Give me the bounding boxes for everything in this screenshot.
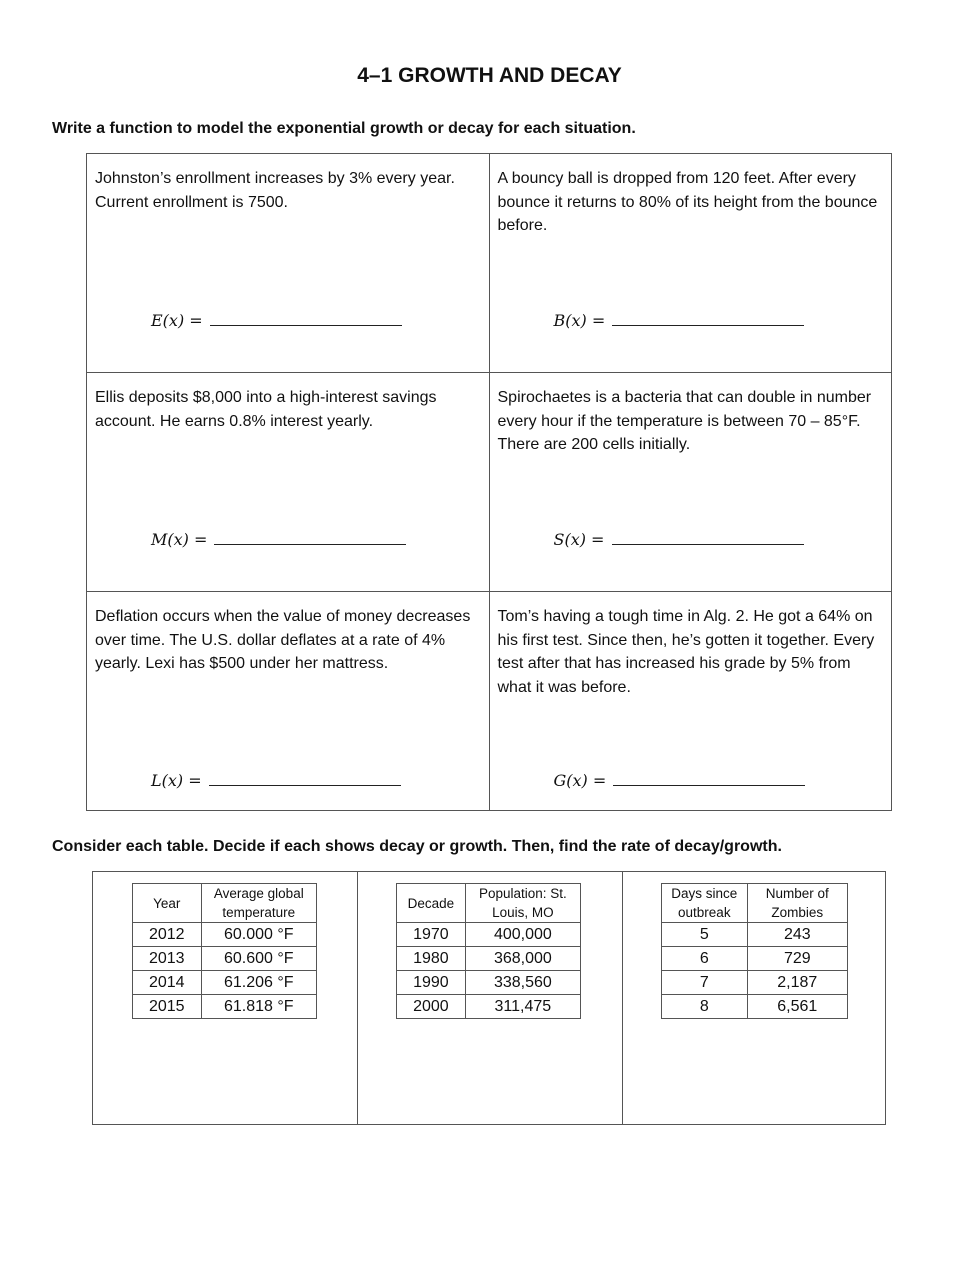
column-header: Year [133,884,202,923]
table-row [397,971,581,995]
column-header: Number of Zombies [747,884,847,923]
problem-text: Johnston’s enrollment increases by 3% every year. Current enrollment is 7500. [95,170,455,211]
instruction-functions: Write a function to model the exponential growth or decay for each situation. [52,120,636,137]
answer-line [151,770,401,790]
answer-line [151,310,402,330]
table-cell: 8 [662,995,748,1019]
column-header: Days since outbreak [662,884,748,923]
column-header: Decade [397,884,466,923]
answer-line [554,770,806,790]
problem-text: Ellis deposits $8,000 into a high-interest savings account. He earns 0.8% interest yearly. [95,389,437,430]
answer-blank[interactable] [214,529,406,545]
table-row [662,923,848,947]
tables-box [92,871,886,1125]
table-cell: 61.818 °F [201,995,316,1019]
table-row [133,971,317,995]
data-table-temperature [132,883,317,1019]
problem-cell [489,154,892,373]
answer-blank[interactable] [209,770,401,786]
problem-text: A bouncy ball is dropped from 120 feet. After every bounce it returns to 80% of its height from the bounce before. [497,170,878,234]
table-row [662,947,848,971]
column-header: Population: St. Louis, MO [465,884,580,923]
answer-blank[interactable] [210,310,402,326]
table-cell: 338,560 [465,971,580,995]
table-cell: 311,475 [465,995,580,1019]
function-name: S(x) [553,530,586,549]
answer-blank[interactable] [612,529,804,545]
page-title: 4–1 GROWTH AND DECAY [357,64,622,87]
table-row [133,923,317,947]
instruction-tables: Consider each table. Decide if each shows decay or growth. Then, find the rate of decay/growth. [52,838,782,855]
table-row [662,995,848,1019]
problems-grid [86,153,892,811]
table-cell: 400,000 [465,923,580,947]
function-name: G(x) [553,771,588,790]
divider [357,872,358,1124]
divider [622,872,623,1124]
equals-sign: = [585,530,605,549]
problem-cell [87,154,490,373]
table-cell: 2014 [133,971,202,995]
problem-cell [87,373,490,592]
table-cell: 1970 [397,923,466,947]
table-row [397,923,581,947]
answer-line [554,529,804,549]
problem-cell [87,592,490,811]
table-row [662,971,848,995]
table-cell: 729 [747,947,847,971]
column-header: Average global temperature [201,884,316,923]
table-row [133,995,317,1019]
answer-blank[interactable] [613,770,805,786]
function-name: E(x) [151,311,185,330]
equals-sign: = [188,530,208,549]
table-row [397,947,581,971]
table-cell: 6,561 [747,995,847,1019]
table-cell: 2,187 [747,971,847,995]
table-cell: 60.600 °F [201,947,316,971]
table-row [397,995,581,1019]
function-name: M(x) [151,530,189,549]
answer-line [151,529,406,549]
table-cell: 61.206 °F [201,971,316,995]
problem-text: Spirochaetes is a bacteria that can double in number every hour if the temperature is between 70 – 85°F. There are 200 cells initially. [497,389,872,453]
table-cell: 6 [662,947,748,971]
data-table-population [396,883,581,1019]
equals-sign: = [183,771,202,790]
answer-blank[interactable] [612,310,804,326]
answer-line [554,310,805,330]
table-cell: 243 [747,923,847,947]
table-cell: 1990 [397,971,466,995]
function-name: B(x) [553,311,587,330]
table-cell: 1980 [397,947,466,971]
table-cell: 368,000 [465,947,580,971]
problem-text: Tom’s having a tough time in Alg. 2. He got a 64% on his first test. Since then, he’s gotten it together. Every test after that has increased his grade by 5% from what it was before. [497,608,875,696]
table-cell: 7 [662,971,748,995]
equals-sign: = [586,311,606,330]
problem-cell [489,592,892,811]
equals-sign: = [587,771,607,790]
table-row [133,947,317,971]
problem-cell [489,373,892,592]
table-cell: 5 [662,923,748,947]
function-name: L(x) [151,771,184,790]
data-table-zombies [661,883,848,1019]
table-cell: 2013 [133,947,202,971]
table-cell: 2015 [133,995,202,1019]
equals-sign: = [184,311,203,330]
table-cell: 2000 [397,995,466,1019]
table-cell: 2012 [133,923,202,947]
problem-text: Deflation occurs when the value of money decreases over time. The U.S. dollar deflates at a rate of 4% yearly. Lexi has $500 under her mattress. [95,608,471,672]
table-cell: 60.000 °F [201,923,316,947]
